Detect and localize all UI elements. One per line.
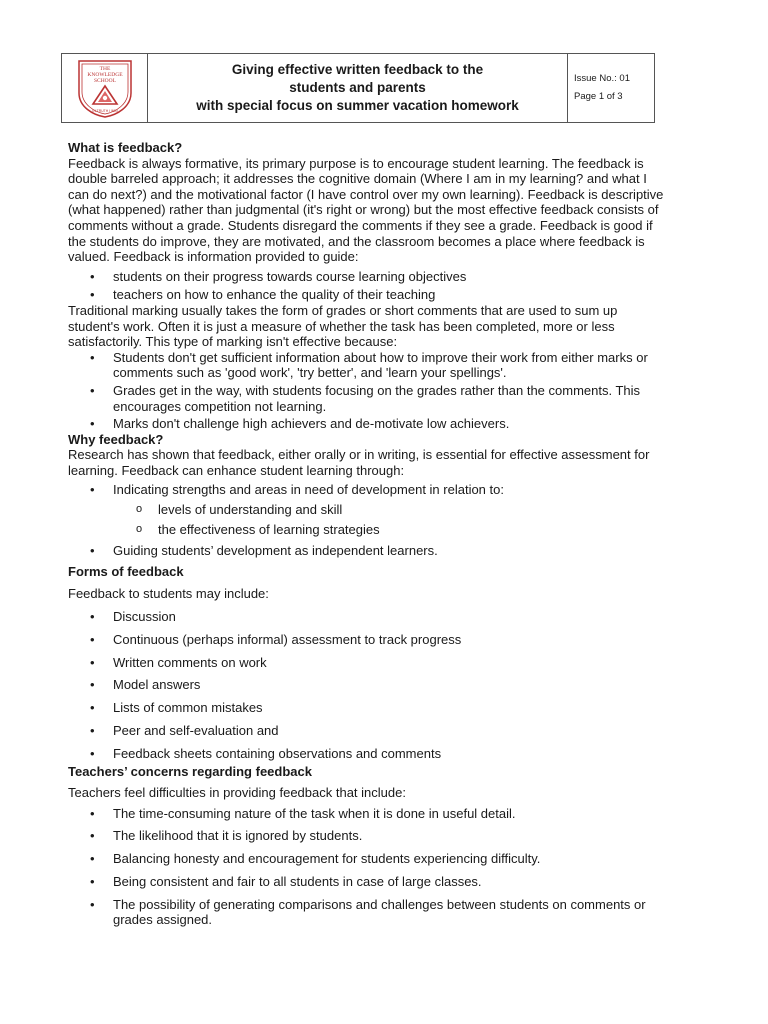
forms-list (68, 609, 700, 761)
list-item-line: • Being consistent and fair to all students in case of large classes. (113, 873, 482, 889)
heading-why-feedback: Why feedback? (68, 431, 164, 447)
paragraph-feedback-definition (68, 156, 700, 265)
enhance-list (68, 482, 700, 558)
school-crest-logo (73, 57, 137, 119)
paragraph-line: comments without a grade. Students disregard the comments if they see a grade. Feedback is good if (68, 217, 653, 233)
paragraph-line: student's work. Often it is just a measure of whether the task has been completed, more or less (68, 318, 615, 334)
concerns-intro: Teachers feel difficulties in providing feedback that include: (68, 784, 406, 800)
logo-line-1: THE (99, 66, 110, 72)
list-item: • Peer and self-evaluation and (68, 723, 700, 739)
list-item (68, 806, 700, 822)
logo-line-2: KNOWLEDGE (86, 72, 123, 78)
sub-list-item: o the effectiveness of learning strategies (68, 522, 700, 538)
title-line-3: with special focus on summer vacation homework (196, 98, 519, 113)
paragraph-line: the students do improve, they are motivated, and the classroom becomes a place where feedback is (68, 233, 645, 249)
forms-intro: Feedback to students may include: (68, 586, 269, 602)
list-item-line: comments such as 'good work', 'try better', and 'learn your spellings'. (113, 365, 507, 381)
paragraph-line: can do next?) and the motivational factor (I have control over my own learning). Feedback is descriptive (68, 186, 664, 202)
paragraph-traditional-marking (68, 303, 700, 350)
list-item: • Written comments on work (68, 655, 700, 671)
guide-list (68, 269, 700, 303)
list-item (68, 897, 700, 928)
list-item: • Continuous (perhaps informal) assessment to track progress (68, 632, 700, 648)
list-item: • Discussion (68, 609, 700, 625)
list-item-line: • The possibility of generating comparisons and challenges between students on comments or (113, 896, 646, 912)
logo-motto: IN TRUTH I WIN (91, 109, 118, 113)
list-item: • Indicating strengths and areas in need of development in relation to: (68, 482, 700, 498)
document-header (61, 53, 655, 123)
sub-list-item: o levels of understanding and skill (68, 502, 700, 518)
document-title (148, 54, 568, 122)
list-item: • teachers on how to enhance the quality of their teaching (68, 287, 700, 303)
document-body (68, 140, 700, 935)
list-item (68, 383, 700, 414)
heading-what-is-feedback: What is feedback? (68, 140, 183, 155)
paragraph-line: (what happened) rather than judgmental (it's right or wrong) but the most effective feedback consists of (68, 202, 659, 218)
list-item-line: encourages competition not learning. (113, 398, 327, 414)
list-item: • Guiding students’ development as independent learners. (68, 543, 700, 559)
paragraph-line: learning. Feedback can enhance student learning through: (68, 462, 405, 478)
paragraph-line: Research has shown that feedback, either orally or in writing, is essential for effective assessment for (68, 447, 650, 463)
because-list (68, 350, 700, 432)
heading-teachers-concerns: Teachers’ concerns regarding feedback (68, 764, 312, 780)
list-item (68, 350, 700, 381)
list-item-line: • Marks don't challenge high achievers and de-motivate low achievers. (113, 416, 510, 432)
list-item-line: • The likelihood that it is ignored by students. (113, 828, 363, 844)
list-item (68, 828, 700, 844)
list-item: • Feedback sheets containing observations and comments (68, 746, 700, 762)
paragraph-research (68, 447, 700, 478)
title-line-2: students and parents (289, 80, 426, 95)
list-item: • Lists of common mistakes (68, 700, 700, 716)
list-item-line: • Balancing honesty and encouragement for students experiencing difficulty. (113, 851, 541, 867)
list-item-line: • Grades get in the way, with students focusing on the grades rather than the comments. This (113, 382, 641, 398)
logo-line-3: SCHOOL (93, 78, 116, 84)
paragraph-line: Feedback is always formative, its primary purpose is to encourage student learning. The feedback is (68, 155, 644, 171)
list-item (68, 874, 700, 890)
paragraph-line: double barreled approach; it addresses the cognitive domain (Where I am in my learning? and what I (68, 171, 647, 187)
title-line-1: Giving effective written feedback to the (231, 62, 484, 77)
heading-forms-of-feedback: Forms of feedback (68, 563, 184, 579)
list-item: • students on their progress towards course learning objectives (68, 269, 700, 285)
issue-number: Issue No.: 01 (574, 73, 630, 84)
paragraph-line: Traditional marking usually takes the form of grades or short comments that are used to sum up (68, 302, 618, 318)
concerns-list (68, 806, 700, 928)
list-item-line: • The time-consuming nature of the task when it is done in useful detail. (113, 805, 516, 821)
page-number: Page 1 of 3 (574, 91, 623, 102)
document-meta (568, 54, 654, 122)
list-item (68, 851, 700, 867)
list-item: • Model answers (68, 677, 700, 693)
paragraph-line: satisfactorily. This type of marking isn't effective because: (68, 334, 398, 350)
list-item-line: grades assigned. (113, 912, 213, 928)
list-item (68, 416, 700, 432)
list-item-line: • Students don't get sufficient information about how to improve their work from either marks or (113, 349, 648, 365)
school-logo-cell (62, 54, 148, 122)
paragraph-line: valued. Feedback is information provided to guide: (68, 249, 359, 265)
